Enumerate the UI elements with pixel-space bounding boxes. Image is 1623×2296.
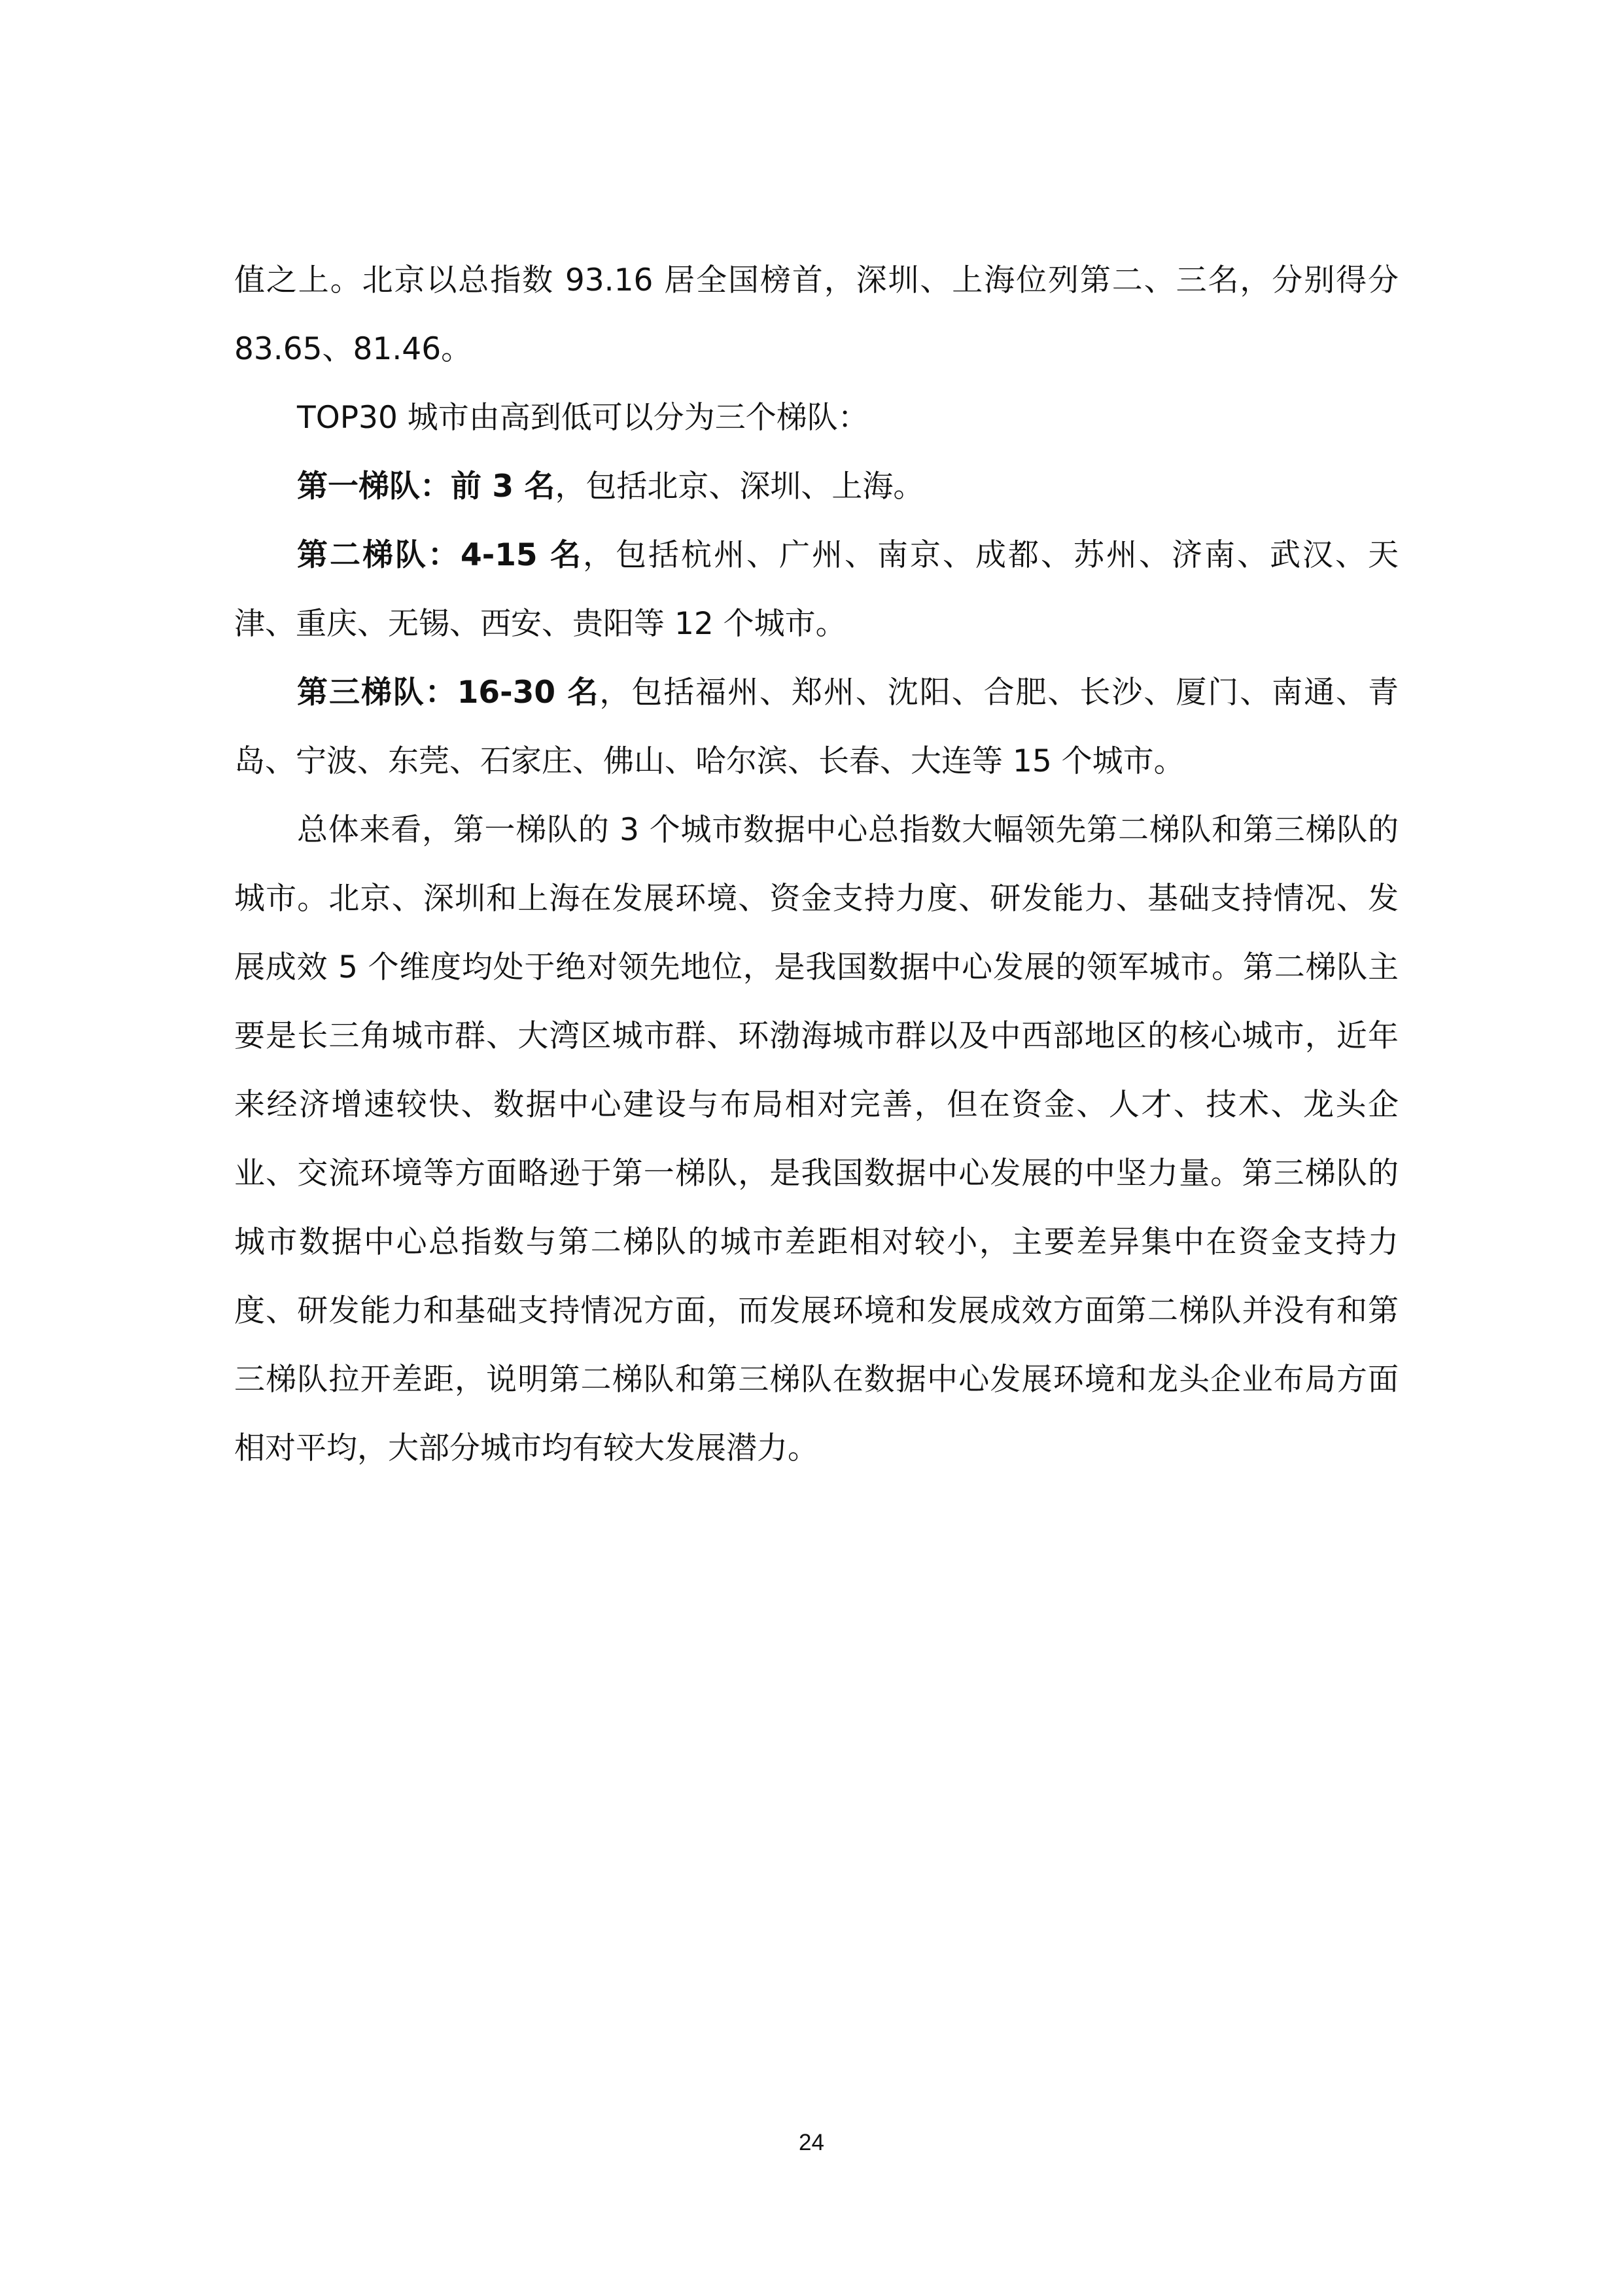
paragraph-tier-1 [234, 452, 1399, 521]
tier-2-label: 第二梯队：4-15 名 [297, 537, 583, 573]
tier-2-cities: ，包括杭州、广州、南京、成都、苏州、济南、武汉、天津、重庆、无锡、西安、贵阳等 12 个城市。 [234, 537, 1399, 642]
body-text [234, 246, 1399, 1483]
paragraph-tier-2 [234, 521, 1399, 658]
paragraph-tiers-intro: TOP30 城市由高到低可以分为三个梯队： [297, 400, 869, 436]
paragraph-tier-3 [234, 658, 1399, 796]
tier-1-cities: ，包括北京、深圳、上海。 [555, 468, 924, 504]
page-number: 24 [799, 2130, 824, 2155]
paragraph-overall-analysis: 总体来看，第一梯队的 3 个城市数据中心总指数大幅领先第二梯队和第三梯队的城市。北京、深圳和上海在发展环境、资金支持力度、研发能力、基础支持情况、发展成效 5 个维度均处于绝对领先地位，是我国数据中心发展的领军城市。第二梯队主要是长三角城市群、大湾区城市群、环渤海城市群以及中西部地区的核心城市，近年来经济增速较快、数据中心建设与布局相对完善，但在资金、人才、技术、龙头企业、交流环境等方面略逊于第一梯队，是我国数据中心发展的中坚力量。第三梯队的城市数据中心总指数与第二梯队的城市差距相对较小，主要差异集中在资金支持力度、研发能力和基础支持情况方面，而发展环境和发展成效方面第二梯队并没有和第三梯队拉开差距，说明第二梯队和第三梯队在数据中心发展环境和龙头企业布局方面相对平均，大部分城市均有较大发展潜力。 [234, 812, 1399, 1466]
tier-3-label: 第三梯队：16-30 名 [297, 675, 600, 711]
tier-3-cities: ，包括福州、郑州、沈阳、合肥、长沙、厦门、南通、青岛、宁波、东莞、石家庄、佛山、哈尔滨、长春、大连等 15 个城市。 [234, 675, 1399, 779]
paragraph-ranking-summary: 值之上。北京以总指数 93.16 居全国榜首，深圳、上海位列第二、三名，分别得分 83.65、81.46。 [234, 262, 1399, 367]
tier-1-label: 第一梯队：前 3 名 [297, 468, 555, 504]
